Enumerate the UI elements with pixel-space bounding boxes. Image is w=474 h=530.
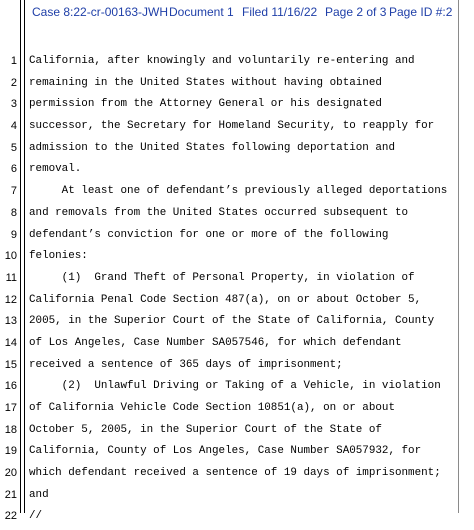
line-number: 13	[4, 315, 17, 328]
line-number: 8	[10, 206, 17, 219]
document-number: Document 1	[169, 5, 234, 19]
text-line: California, County of Los Angeles, Case Number SA057932, for	[29, 445, 422, 458]
ecf-filing-header	[32, 5, 472, 23]
page-indicator: Page 2 of 3	[325, 5, 387, 19]
line-number: 14	[4, 336, 17, 349]
text-line: At least one of defendant’s previously alleged deportations	[29, 185, 448, 198]
text-line: //	[29, 510, 43, 523]
line-number: 15	[4, 358, 17, 371]
page-id: Page ID #:2	[389, 5, 453, 19]
text-line: admission to the United States following deportation and	[29, 141, 395, 154]
line-number: 11	[5, 271, 17, 284]
line-number: 18	[4, 423, 17, 436]
text-line: 2005, in the Superior Court of the State of California, County	[29, 315, 435, 328]
left-margin-rule-inner	[24, 0, 25, 513]
line-number: 6	[10, 163, 17, 176]
text-line: and removals from the United States occurred subsequent to	[29, 206, 409, 219]
text-line: received a sentence of 365 days of imprisonment;	[29, 358, 343, 371]
line-number: 10	[4, 250, 17, 263]
text-line: California, after knowingly and voluntarily re-entering and	[29, 55, 415, 67]
line-number: 5	[10, 141, 17, 154]
line-number: 3	[10, 98, 17, 111]
text-line: of Los Angeles, Case Number SA057546, for which defendant	[29, 336, 402, 349]
text-line: successor, the Secretary for Homeland Security, to reapply for	[29, 120, 435, 133]
text-line: which defendant received a sentence of 19 days of imprisonment;	[29, 467, 441, 480]
text-line: felonies:	[29, 250, 88, 263]
line-number: 1	[10, 55, 17, 67]
text-line: California Penal Code Section 487(a), on or about October 5,	[29, 293, 422, 306]
text-line: (2) Unlawful Driving or Taking of a Vehicle, in violation	[29, 380, 441, 393]
text-line: permission from the Attorney General or his designated	[29, 98, 382, 111]
line-number: 21	[4, 488, 17, 501]
text-line: removal.	[29, 163, 82, 176]
left-margin-rule	[20, 0, 21, 513]
pleading-line-numbers	[0, 53, 17, 530]
line-number: 7	[10, 185, 17, 198]
text-line: of California Vehicle Code Section 10851(a), on or about	[29, 402, 395, 414]
text-line: (1) Grand Theft of Personal Property, in violation of	[29, 271, 415, 284]
document-body-text	[29, 53, 457, 530]
text-line: October 5, 2005, in the Superior Court of the State of	[29, 423, 382, 436]
right-margin-rule	[458, 0, 459, 513]
filed-date: Filed 11/16/22	[242, 5, 318, 19]
text-line: defendant’s conviction for one or more of the following	[29, 228, 389, 241]
line-number: 16	[4, 380, 17, 393]
text-line: remaining in the United States without having obtained	[29, 76, 382, 89]
line-number: 17	[4, 402, 17, 414]
line-number: 12	[4, 293, 17, 306]
line-number: 4	[10, 120, 17, 133]
text-line: and	[29, 488, 49, 501]
case-number: Case 8:22-cr-00163-JWH	[32, 5, 169, 19]
line-number: 19	[4, 445, 17, 458]
line-number: 22	[4, 510, 17, 523]
line-number: 2	[10, 76, 17, 89]
line-number: 9	[10, 228, 17, 241]
line-number: 20	[4, 467, 17, 480]
